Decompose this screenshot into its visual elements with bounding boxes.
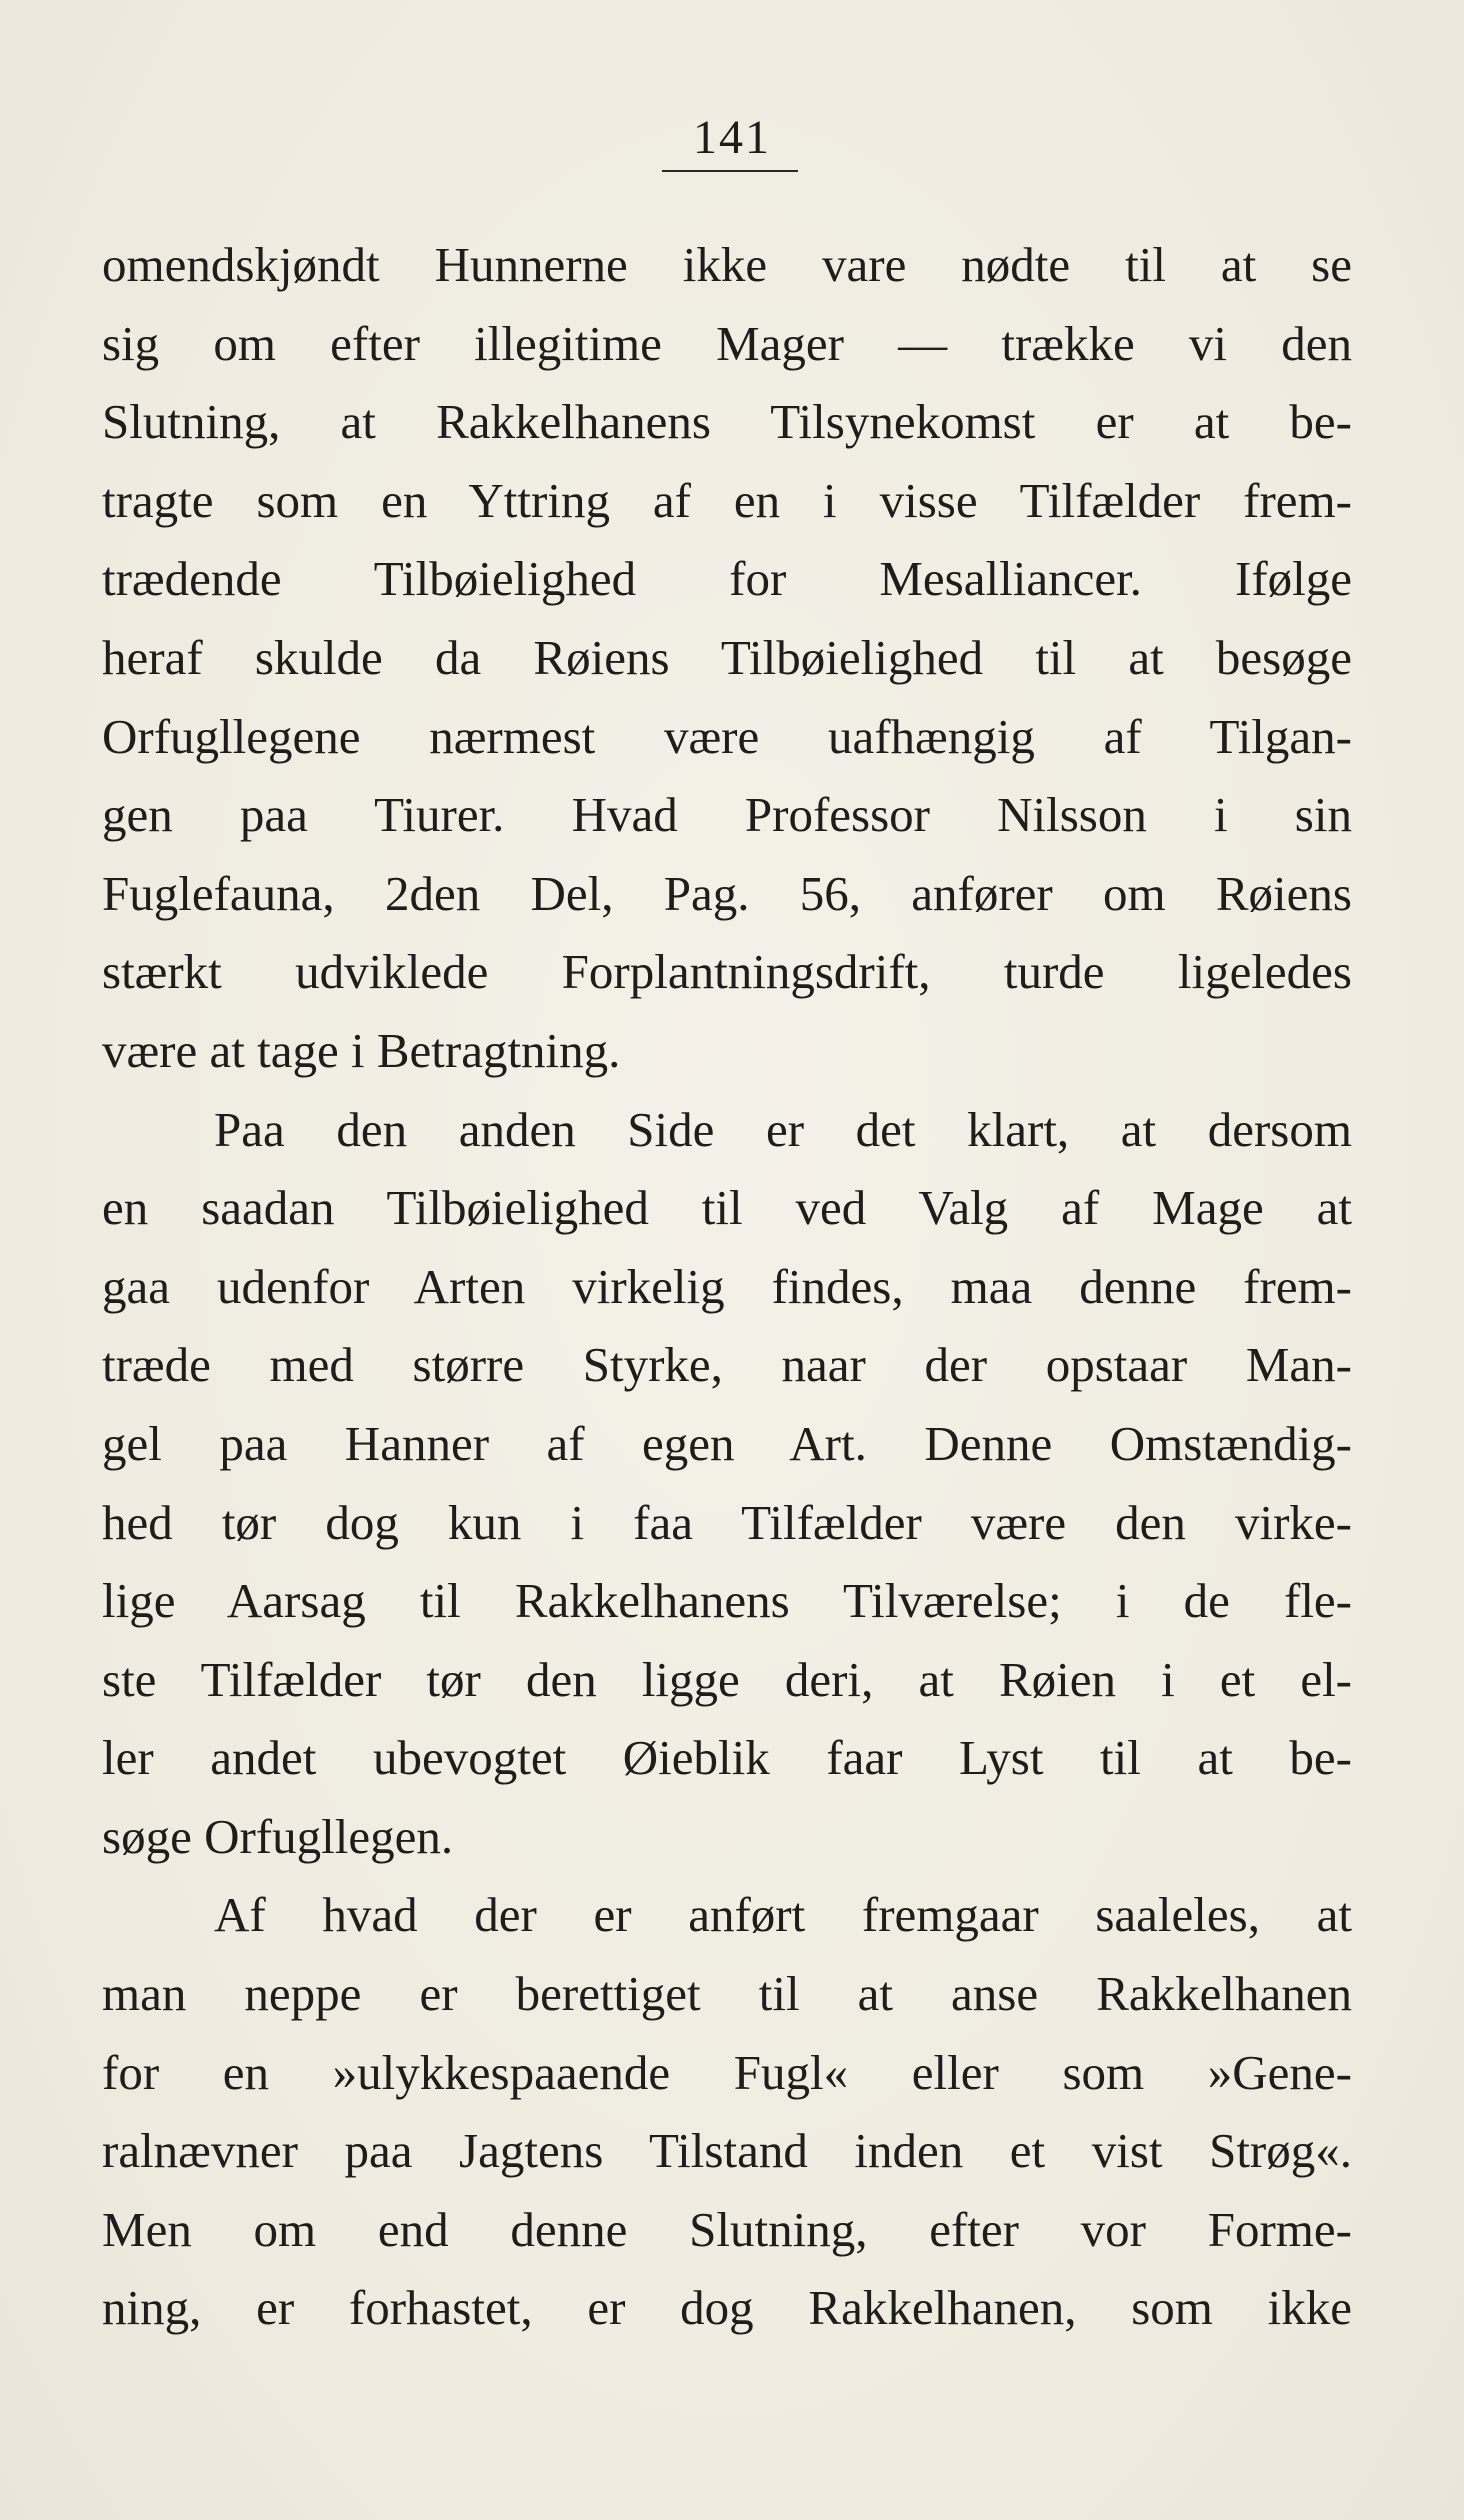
text-line: heraf skulde da Røiens Tilbøielighed til at besøge <box>102 629 1352 685</box>
page-number: 141 <box>693 111 771 164</box>
text-line: for en »ulykkespaaende Fugl« eller som »Gene- <box>102 2044 1352 2100</box>
text-line: være at tage i Betragtning. <box>102 1022 621 1078</box>
text-line: gaa udenfor Arten virkelig findes, maa denne frem- <box>102 1258 1352 1314</box>
text-line: gel paa Hanner af egen Art. Denne Omstændig- <box>102 1415 1352 1471</box>
text-line: Orfugllegene nærmest være uafhængig af Tilgan- <box>102 708 1352 764</box>
text-line: Fuglefauna, 2den Del, Pag. 56, anfører om Røiens <box>102 865 1352 921</box>
text-line: Af hvad der er anført fremgaar saaleles, at <box>214 1887 1352 1943</box>
text-line: Men om end denne Slutning, efter vor Forme- <box>102 2201 1352 2257</box>
text-line: ler andet ubevogtet Øieblik faar Lyst til at be- <box>102 1730 1352 1786</box>
text-line: en saadan Tilbøielighed til ved Valg af Mage at <box>102 1180 1352 1236</box>
body-text <box>102 226 1352 2348</box>
text-line: ning, er forhastet, er dog Rakkelhanen, som ikke <box>102 2280 1352 2336</box>
text-line: ralnævner paa Jagtens Tilstand inden et vist Strøg«. <box>102 2123 1352 2179</box>
page-number-rule <box>662 170 798 172</box>
text-line: træde med større Styrke, naar der opstaar Man- <box>102 1337 1352 1393</box>
text-line: søge Orfugllegen. <box>102 1808 454 1864</box>
text-line: stærkt udviklede Forplantningsdrift, turde ligeledes <box>102 944 1352 1000</box>
text-line: hed tør dog kun i faa Tilfælder være den virke- <box>102 1494 1352 1550</box>
text-line: tragte som en Yttring af en i visse Tilfælder frem- <box>102 472 1352 528</box>
text-line: lige Aarsag til Rakkelhanens Tilværelse; i de fle- <box>102 1573 1352 1629</box>
text-line: gen paa Tiurer. Hvad Professor Nilsson i sin <box>102 787 1352 843</box>
text-line: Slutning, at Rakkelhanens Tilsynekomst er at be- <box>102 394 1352 450</box>
text-line: ste Tilfælder tør den ligge deri, at Røien i et el- <box>102 1651 1352 1707</box>
text-line: man neppe er berettiget til at anse Rakkelhanen <box>102 1966 1352 2022</box>
text-line: Paa den anden Side er det klart, at dersom <box>214 1101 1352 1157</box>
text-line: trædende Tilbøielighed for Mesalliancer. Ifølge <box>102 551 1352 607</box>
text-line: sig om efter illegitime Mager — trække vi den <box>102 315 1352 371</box>
text-line: omendskjøndt Hunnerne ikke vare nødte til at se <box>102 237 1352 292</box>
